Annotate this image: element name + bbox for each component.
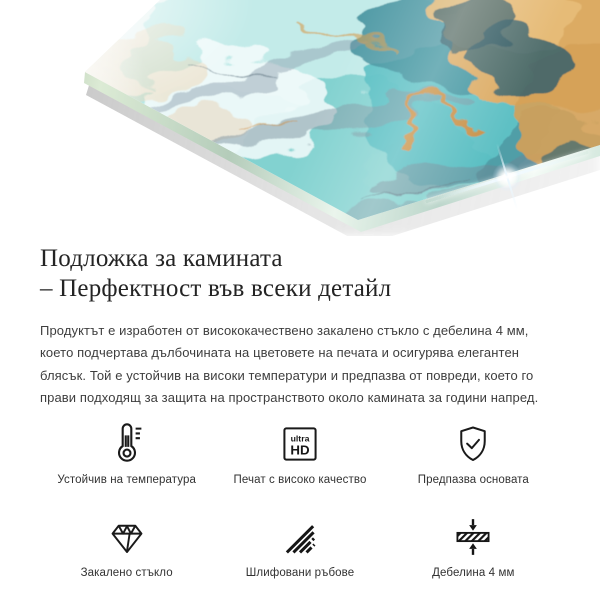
product-description: Продуктът е изработен от висококачествено закалено стъкло с дебелина 4 мм, което подчертава дълбочината на цветовете на печата и осигурява елегантен блясък. Той е устойчив на високи температури и предпазва от повреди, което го прави подходящ за защита на пространството около камината за години напред. <box>40 323 539 405</box>
feature-label: Печат с високо качество <box>233 474 367 487</box>
sparkle-core <box>492 162 522 192</box>
svg-text:HD: HD <box>290 442 310 458</box>
feature-label: Дебелина 4 мм <box>432 567 515 580</box>
feature-label: Шлифовани ръбове <box>245 567 355 580</box>
feature-label: Закалено стъкло <box>80 567 173 580</box>
feature-label: Предпазва основата <box>417 474 529 487</box>
feature-protects-base <box>387 420 560 487</box>
polished-edges-icon <box>279 513 321 559</box>
page-title <box>40 244 560 304</box>
feature-thickness <box>387 513 560 580</box>
product-content <box>0 244 600 580</box>
product-hero-image <box>0 0 600 236</box>
feature-tempered-glass <box>40 513 213 580</box>
page-title-line2: – Перфектност във всеки детайл <box>40 275 392 302</box>
feature-print-quality <box>213 420 386 487</box>
feature-temperature-resistant <box>40 420 213 487</box>
svg-text:ultra: ultra <box>290 433 310 444</box>
thermometer-icon <box>104 420 150 466</box>
shield-check-icon <box>451 420 495 466</box>
page-title-line1: Подложка за камината <box>40 245 283 272</box>
diamond-icon <box>106 513 148 559</box>
ultra-hd-icon <box>278 420 322 466</box>
features-grid <box>40 420 560 580</box>
feature-label: Устойчив на температура <box>57 474 196 487</box>
feature-polished-edges <box>213 513 386 580</box>
thickness-4mm-icon <box>451 513 495 559</box>
